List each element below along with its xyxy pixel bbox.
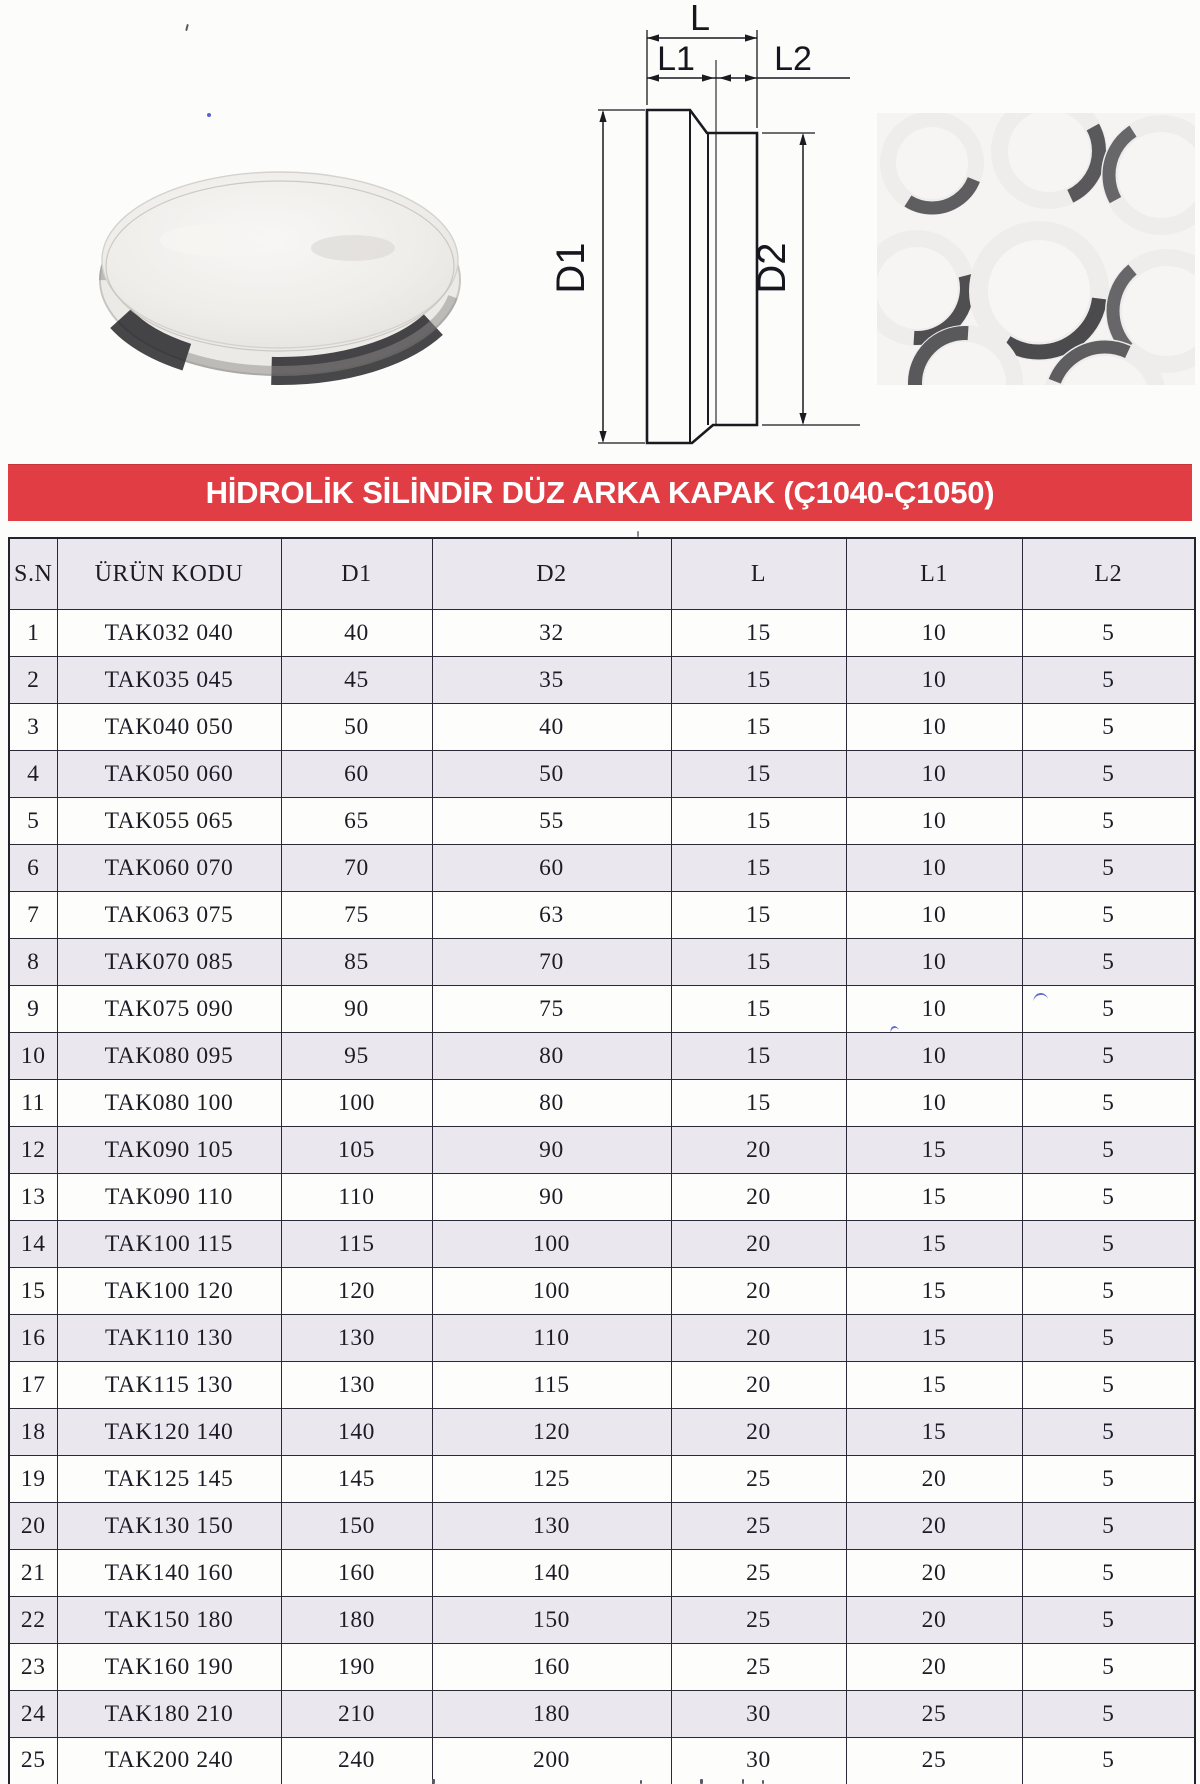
dimension-cell: 15 [846,1221,1022,1268]
table-row [9,986,1195,1033]
dimension-cell: 20 [671,1268,846,1315]
column-header-l2: L2 [1022,538,1195,610]
caps-illustration [877,113,1195,385]
dimension-cell: 15 [671,892,846,939]
dimension-cell: 20 [671,1127,846,1174]
dimension-cell: 5 [1022,892,1195,939]
serial-cell: 17 [9,1362,57,1409]
dimension-cell: 70 [432,939,671,986]
dim-label-d2: D2 [750,242,794,294]
dimension-cell: 10 [846,798,1022,845]
dimension-cell: 10 [846,845,1022,892]
serial-cell: 22 [9,1597,57,1644]
product-code-cell: TAK032 040 [57,610,281,657]
dimension-cell: 5 [1022,1550,1195,1597]
dimension-cell: 240 [281,1738,432,1784]
dimension-cell: 140 [281,1409,432,1456]
product-code-cell: TAK090 105 [57,1127,281,1174]
dimension-cell: 120 [432,1409,671,1456]
dimension-cell: 10 [846,751,1022,798]
column-header-l: L [671,538,846,610]
dimension-cell: 160 [432,1644,671,1691]
product-code-cell: TAK055 065 [57,798,281,845]
serial-cell: 10 [9,1033,57,1080]
dimension-cell: 100 [432,1268,671,1315]
dimension-cell: 110 [432,1315,671,1362]
serial-cell: 21 [9,1550,57,1597]
dimension-cell: 90 [432,1127,671,1174]
dimension-cell: 5 [1022,1456,1195,1503]
dimension-cell: 125 [432,1456,671,1503]
serial-cell: 23 [9,1644,57,1691]
dimension-cell: 20 [846,1503,1022,1550]
dimension-cell: 25 [671,1503,846,1550]
product-code-cell: TAK090 110 [57,1174,281,1221]
table-row [9,1033,1195,1080]
dimension-cell: 90 [432,1174,671,1221]
dimension-cell: 5 [1022,1644,1195,1691]
product-code-cell: TAK125 145 [57,1456,281,1503]
dimension-cell: 150 [281,1503,432,1550]
dimension-cell: 95 [281,1033,432,1080]
dimension-cell: 20 [671,1174,846,1221]
dimension-cell: 5 [1022,1080,1195,1127]
dimension-cell: 30 [671,1691,846,1738]
cap-illustration [100,172,460,375]
product-code-cell: TAK060 070 [57,845,281,892]
dimension-cell: 15 [846,1174,1022,1221]
title-banner [8,464,1192,521]
header-row [9,538,1195,610]
dimension-cell: 15 [671,610,846,657]
table-body [9,610,1195,1784]
column-header-d1: D1 [281,538,432,610]
dimension-cell: 145 [281,1456,432,1503]
dim-label-l: L [689,0,711,38]
product-code-cell: TAK115 130 [57,1362,281,1409]
table-row [9,610,1195,657]
dimension-cell: 25 [671,1550,846,1597]
dimension-cell: 55 [432,798,671,845]
serial-cell: 16 [9,1315,57,1362]
serial-cell: 15 [9,1268,57,1315]
dimension-cell: 180 [281,1597,432,1644]
table-row [9,1456,1195,1503]
serial-cell: 2 [9,657,57,704]
dimension-cell: 20 [846,1597,1022,1644]
serial-cell: 9 [9,986,57,1033]
dimension-cell: 5 [1022,704,1195,751]
dimension-cell: 5 [1022,610,1195,657]
dimension-cell: 5 [1022,1691,1195,1738]
dimension-cell: 10 [846,704,1022,751]
table-row [9,1362,1195,1409]
table-row [9,798,1195,845]
page-title: HİDROLİK SİLİNDİR DÜZ ARKA KAPAK (Ç1040-Ç1050) [205,474,995,510]
table-row [9,1315,1195,1362]
serial-cell: 1 [9,610,57,657]
dimension-cell: 15 [671,845,846,892]
dimension-cell: 100 [281,1080,432,1127]
product-code-cell: TAK140 160 [57,1550,281,1597]
product-photo-stack [877,113,1195,385]
product-code-cell: TAK100 120 [57,1268,281,1315]
dimension-cell: 20 [846,1550,1022,1597]
dimension-cell: 15 [846,1409,1022,1456]
dimension-cell: 5 [1022,798,1195,845]
cutoff-text-trace [432,1779,435,1784]
dimension-cell: 5 [1022,1738,1195,1784]
dimension-cell: 5 [1022,1033,1195,1080]
table-row [9,1174,1195,1221]
dimension-cell: 5 [1022,986,1195,1033]
dimension-cell: 80 [432,1033,671,1080]
dimension-cell: 25 [846,1691,1022,1738]
column-header-d2: D2 [432,538,671,610]
dimension-cell: 15 [671,939,846,986]
serial-cell: 3 [9,704,57,751]
serial-cell: 11 [9,1080,57,1127]
dimension-cell: 60 [281,751,432,798]
serial-cell: 20 [9,1503,57,1550]
dimension-cell: 20 [846,1456,1022,1503]
dimension-cell: 35 [432,657,671,704]
ink-dot [207,113,211,117]
table-row [9,892,1195,939]
dimension-cell: 5 [1022,1127,1195,1174]
dimension-cell: 65 [281,798,432,845]
scan-speck [185,24,189,31]
dimension-cell: 15 [671,751,846,798]
table-row [9,1503,1195,1550]
serial-cell: 8 [9,939,57,986]
dim-label-d1: D1 [549,242,593,294]
dimension-cell: 75 [281,892,432,939]
dimension-cell: 20 [671,1221,846,1268]
dimension-cell: 40 [281,610,432,657]
dimension-cell: 80 [432,1080,671,1127]
dimension-cell: 5 [1022,1268,1195,1315]
dimension-cell: 115 [432,1362,671,1409]
product-code-cell: TAK040 050 [57,704,281,751]
dimension-cell: 105 [281,1127,432,1174]
table-row [9,1080,1195,1127]
dimension-cell: 10 [846,657,1022,704]
product-code-cell: TAK200 240 [57,1738,281,1784]
dimension-cell: 15 [846,1362,1022,1409]
product-code-cell: TAK063 075 [57,892,281,939]
product-code-cell: TAK160 190 [57,1644,281,1691]
dimension-cell: 5 [1022,1503,1195,1550]
dimension-cell: 15 [671,986,846,1033]
product-code-cell: TAK075 090 [57,986,281,1033]
dimension-cell: 25 [671,1597,846,1644]
dimension-cell: 100 [432,1221,671,1268]
serial-cell: 4 [9,751,57,798]
serial-cell: 18 [9,1409,57,1456]
dimension-cell: 60 [432,845,671,892]
serial-cell: 24 [9,1691,57,1738]
dimension-cell: 30 [671,1738,846,1784]
table-row [9,1550,1195,1597]
table-row [9,1409,1195,1456]
serial-cell: 25 [9,1738,57,1784]
dimension-cell: 15 [671,1080,846,1127]
table-row [9,657,1195,704]
dimension-cell: 85 [281,939,432,986]
dimension-cell: 90 [281,986,432,1033]
product-code-cell: TAK080 095 [57,1033,281,1080]
cutoff-text-trace [742,1779,744,1784]
product-photo-cap [55,90,495,400]
serial-cell: 6 [9,845,57,892]
dimension-cell: 40 [432,704,671,751]
serial-cell: 5 [9,798,57,845]
dimension-cell: 50 [432,751,671,798]
dimension-cell: 5 [1022,1409,1195,1456]
size-table [8,537,1196,1784]
dimension-cell: 130 [281,1362,432,1409]
dimension-cell: 10 [846,1033,1022,1080]
dim-label-l2: L2 [774,40,812,78]
dimension-cell: 10 [846,610,1022,657]
dimension-cell: 150 [432,1597,671,1644]
serial-cell: 19 [9,1456,57,1503]
dimension-cell: 63 [432,892,671,939]
dimension-cell: 45 [281,657,432,704]
table-row [9,704,1195,751]
dimension-cell: 5 [1022,657,1195,704]
dimension-cell: 15 [671,1033,846,1080]
serial-cell: 12 [9,1127,57,1174]
column-header--r-n-kodu: ÜRÜN KODU [57,538,281,610]
dimension-cell: 200 [432,1738,671,1784]
product-code-cell: TAK180 210 [57,1691,281,1738]
cutoff-text-trace [640,1780,642,1784]
table-row [9,939,1195,986]
product-code-cell: TAK100 115 [57,1221,281,1268]
dimension-cell: 15 [671,798,846,845]
cutoff-text-trace [700,1779,703,1784]
dimension-cell: 70 [281,845,432,892]
table-row [9,751,1195,798]
dimension-cell: 20 [671,1315,846,1362]
product-code-cell: TAK050 060 [57,751,281,798]
serial-cell: 13 [9,1174,57,1221]
dimension-cell: 15 [671,704,846,751]
dimension-cell: 10 [846,939,1022,986]
dimension-cell: 190 [281,1644,432,1691]
dimension-cell: 10 [846,986,1022,1033]
dimension-cell: 115 [281,1221,432,1268]
product-code-cell: TAK150 180 [57,1597,281,1644]
dimension-cell: 32 [432,610,671,657]
dimension-cell: 15 [846,1268,1022,1315]
dimension-cell: 15 [671,657,846,704]
dimension-cell: 20 [846,1644,1022,1691]
table-row [9,1268,1195,1315]
dimension-cell: 5 [1022,1221,1195,1268]
dimension-cell: 5 [1022,845,1195,892]
dimension-arrows [599,34,806,443]
product-code-cell: TAK120 140 [57,1409,281,1456]
dimension-cell: 110 [281,1174,432,1221]
dimension-cell: 15 [846,1315,1022,1362]
technical-drawing [540,0,870,458]
dimension-cell: 140 [432,1550,671,1597]
dimension-cell: 160 [281,1550,432,1597]
serial-cell: 14 [9,1221,57,1268]
table-row [9,1221,1195,1268]
dimension-cell: 5 [1022,1597,1195,1644]
dimension-cell: 5 [1022,1315,1195,1362]
table-row [9,1738,1195,1784]
dimension-cell: 10 [846,1080,1022,1127]
table-row [9,1691,1195,1738]
product-code-cell: TAK035 045 [57,657,281,704]
dimension-cell: 20 [671,1362,846,1409]
dimension-cell: 25 [846,1738,1022,1784]
dimension-cell: 5 [1022,939,1195,986]
table-row [9,1644,1195,1691]
table-row [9,1597,1195,1644]
table-row [9,1127,1195,1174]
product-code-cell: TAK080 100 [57,1080,281,1127]
dimension-cell: 130 [281,1315,432,1362]
dimension-cell: 15 [846,1127,1022,1174]
dimension-cell: 25 [671,1456,846,1503]
dimension-cell: 75 [432,986,671,1033]
serial-cell: 7 [9,892,57,939]
dimension-cell: 20 [671,1409,846,1456]
part-outline [647,110,757,443]
dimension-cell: 180 [432,1691,671,1738]
cutoff-text-trace [762,1780,764,1784]
scan-speck [637,531,639,537]
dimension-cell: 10 [846,892,1022,939]
column-header-s-n: S.N [9,538,57,610]
product-code-cell: TAK130 150 [57,1503,281,1550]
dimension-cell: 50 [281,704,432,751]
column-header-l1: L1 [846,538,1022,610]
dimension-cell: 120 [281,1268,432,1315]
product-code-cell: TAK110 130 [57,1315,281,1362]
product-code-cell: TAK070 085 [57,939,281,986]
dimension-cell: 210 [281,1691,432,1738]
table-row [9,845,1195,892]
dim-label-l1: L1 [657,40,695,78]
dimension-cell: 5 [1022,1174,1195,1221]
dimension-cell: 130 [432,1503,671,1550]
dimension-cell: 5 [1022,1362,1195,1409]
dimension-cell: 25 [671,1644,846,1691]
dimension-cell: 5 [1022,751,1195,798]
